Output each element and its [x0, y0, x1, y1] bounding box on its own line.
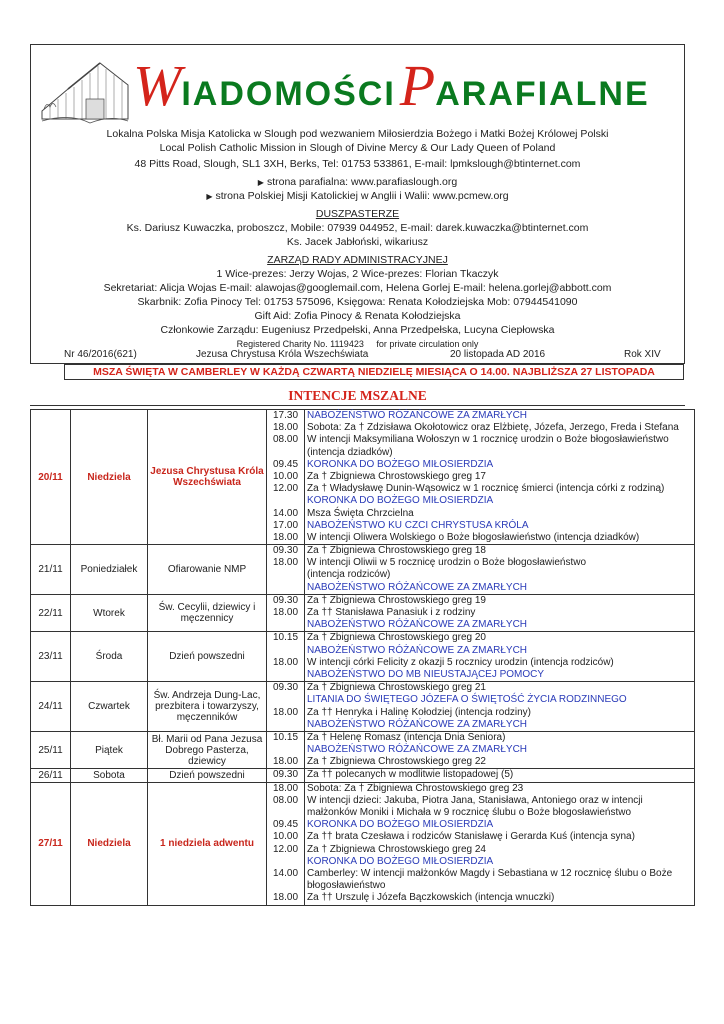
mass-time: 18.00 [272, 531, 299, 543]
day-name: Wtorek [71, 594, 148, 632]
devotion-entry: NABOŻEŃSTWO DO MB NIEUSTAJĄCEJ POMOCY [307, 668, 545, 680]
pcmew-website: ▶ strona Polskiej Misji Katolickiej w Anglii i Walii: www.pcmew.org [206, 190, 509, 202]
mass-time: 10.00 [272, 831, 299, 843]
day-feast: Dzień powszedni [148, 769, 267, 782]
mass-time: 18.00 [272, 656, 299, 668]
mass-time [269, 645, 302, 657]
board-line-1: 1 Wice-prezes: Jerzy Wojas, 2 Wice-prezes: Florian Tkaczyk [216, 268, 499, 280]
mass-intentions [305, 545, 695, 595]
intention-entry: Za † Zbigniewa Chrostowskiego greg 19 [307, 594, 486, 606]
devotion-entry: NABOŻEŃSTWO RÓŻAŃCOWE ZA ZMARŁYCH [307, 619, 528, 631]
intention-entry: Za † Zbigniewa Chrostowskiego greg 17 [307, 470, 486, 482]
mass-times [267, 782, 305, 905]
mass-times [267, 632, 305, 682]
mass-time: 18.00 [272, 756, 299, 768]
devotion-entry: NABOŻEŃSTWO RÓŻAŃCOWE ZA ZMARŁYCH [307, 644, 528, 656]
day-row [31, 632, 695, 682]
intention-entry: Za †† polecanych w modlitwie listopadowej (5) [307, 769, 514, 781]
issue-year: Rok XIV [624, 349, 661, 360]
mission-name-en: Local Polish Catholic Mission in Slough of Divine Mercy & Our Lady Queen of Poland [159, 142, 556, 154]
intention-entry: Za † Władysławę Dunin-Wąsowicz w 1 rocznicę śmierci (intencja córki z rodziną) [307, 483, 665, 495]
devotion-entry: NABOŻEŃSTWO RÓŻAŃCOWE ZA ZMARŁYCH [307, 410, 528, 421]
day-name: Czwartek [71, 682, 148, 732]
board-line-5: Członkowie Zarządu: Eugeniusz Przedpełski, Anna Przedpełska, Lucyna Ciepłowska [160, 324, 555, 336]
mass-intentions [305, 594, 695, 632]
intention-entry: Za †† Henryka i Halinę Kołodziej (intencja rodziny) [307, 706, 531, 718]
mass-time: 12.00 [272, 843, 299, 855]
mass-time [269, 495, 302, 507]
mass-intentions [305, 782, 695, 905]
parish-website: ▶ strona parafialna: www.parafiaslough.org [257, 176, 458, 188]
devotion-entry: NABOŻEŃSTWO RÓŻAŃCOWE ZA ZMARŁYCH [307, 744, 528, 756]
mass-time: 18.00 [272, 557, 299, 569]
day-feast: Św. Cecylii, dziewicy i męczennicy [148, 594, 267, 632]
intention-entry: Za † Zbigniewa Chrostowskiego greg 22 [307, 756, 486, 768]
devotion-entry: LITANIA DO ŚWIĘTEGO JÓZEFA O ŚWIĘTOŚĆ ŻYCIA RODZINNEGO [307, 694, 627, 706]
devotion-entry: NABOŻEŃSTWO RÓŻAŃCOWE ZA ZMARŁYCH [307, 581, 528, 593]
church-logo-icon [40, 49, 130, 127]
day-feast: Św. Andrzeja Dung-Lac, prezbitera i towarzyszy, męczenników [148, 682, 267, 732]
intention-entry: W intencji dzieci: Jakuba, Piotra Jana, Stanisława, Antoniego oraz w intencji [307, 794, 643, 806]
day-date: 25/11 [31, 731, 71, 769]
board-heading: ZARZĄD RADY ADMINISTRACYJNEJ [267, 254, 448, 266]
mass-time: 17.30 [272, 410, 299, 421]
intention-entry: małżonków Moniki i Michała w 9 rocznicę ślubu o Boże błogosławieństwo [307, 807, 632, 818]
intention-entry: Sobota: Za † Zdzisława Okołotowicz oraz Elżbietę, Józefa, Jerzego, Freda i Stefana [307, 422, 679, 434]
mass-time [269, 669, 302, 681]
mass-times [267, 682, 305, 732]
issue-number: Nr 46/2016(621) [64, 349, 137, 360]
day-row [31, 410, 695, 545]
day-name: Niedziela [71, 410, 148, 545]
newsletter-title: WIADOMOŚCI PARAFIALNE [133, 53, 650, 118]
mass-times [267, 769, 305, 782]
board-line-2: Sekretariat: Alicja Wojas E-mail: alawojas@googlemail.com, Helena Gorlej E-mail: helena.gorlej@abbott.com [103, 282, 612, 294]
mass-intentions [305, 731, 695, 769]
intention-entry: Za † Zbigniewa Chrostowskiego greg 21 [307, 682, 486, 694]
day-row [31, 769, 695, 782]
mass-time [269, 856, 302, 868]
day-date: 23/11 [31, 632, 71, 682]
clergy-line-2: Ks. Jacek Jabłoński, wikariusz [286, 236, 429, 248]
intention-entry: Za † Zbigniewa Chrostowskiego greg 24 [307, 843, 486, 855]
mass-intentions [305, 632, 695, 682]
section-title: INTENCJE MSZALNE [288, 388, 427, 403]
mass-time [269, 569, 302, 581]
mass-times [267, 545, 305, 595]
clergy-line-1: Ks. Dariusz Kuwaczka, proboszcz, Mobile: 07939 044952, E-mail: darek.kuwaczka@btinternet.com [126, 222, 589, 234]
day-feast: Bł. Marii od Pana Jezusa Dobrego Pasterza, dziewicy [148, 731, 267, 769]
intention-entry: Msza Święta Chrzcielna [307, 507, 414, 519]
day-date: 22/11 [31, 594, 71, 632]
intention-entry: Za †† Urszulę i Józefa Bączkowskich (intencja wnuczki) [307, 892, 555, 904]
mission-name-pl: Lokalna Polska Misja Katolicka w Slough pod wezwaniem Miłosierdzia Bożego i Matki Bożej Królowej Polski [106, 128, 609, 140]
day-name: Sobota [71, 769, 148, 782]
intention-entry: W intencji Oliwera Wolskiego o Boże błogosławieństwo (intencja dziadków) [307, 531, 640, 543]
mass-time: 09.30 [272, 594, 299, 606]
intention-entry: W intencji Oliwii w 5 rocznicę urodzin o Boże błogosławieństwo [307, 557, 587, 569]
mass-times [267, 594, 305, 632]
mass-time: 18.00 [272, 892, 299, 904]
day-row [31, 594, 695, 632]
board-line-3: Skarbnik: Zofia Pinocy Tel: 01753 575096, Księgowa: Renata Kołodziejska Mob: 07944541090 [137, 296, 578, 308]
intention-entry: Camberley: W intencji małżonków Magdy i Sebastiana w 12 rocznicę ślubu o Boże [307, 867, 673, 879]
triangle-bullet-icon: ▶ [257, 178, 264, 187]
mass-intentions-table [30, 409, 695, 906]
intention-entry: (intencja dziadków) [307, 446, 393, 458]
mass-time: 14.00 [272, 867, 299, 879]
intention-entry: (intencja rodziców) [307, 569, 391, 581]
devotion-entry: KORONKA DO BOŻEGO MIŁOSIERDZIA [307, 855, 494, 867]
day-name: Środa [71, 632, 148, 682]
devotion-entry: KORONKA DO BOŻEGO MIŁOSIERDZIA [307, 458, 494, 470]
mass-time: 12.00 [272, 483, 299, 495]
devotion-entry: NABOŻEŃSTWO KU CZCI CHRYSTUSA KRÓLA [307, 519, 529, 531]
mass-time [269, 880, 302, 892]
board-line-4: Gift Aid: Zofia Pinocy & Renata Kołodziejska [254, 310, 461, 322]
day-name: Poniedziałek [71, 545, 148, 595]
mass-time [269, 807, 302, 819]
intention-entry: Za †† brata Czesława i rodziców Stanisławę i Gerarda Kuś (intencja syna) [307, 831, 635, 843]
mass-time [269, 619, 302, 631]
day-date: 27/11 [31, 782, 71, 905]
mass-time: 09.45 [272, 458, 299, 470]
mass-time: 10.15 [272, 632, 299, 644]
day-feast: Dzień powszedni [148, 632, 267, 682]
mass-time: 09.30 [272, 682, 299, 694]
day-name: Piątek [71, 731, 148, 769]
clergy-heading: DUSZPASTERZE [315, 208, 400, 220]
intention-entry: W intencji córki Felicity z okazji 5 rocznicy urodzin (intencja rodziców) [307, 656, 614, 668]
devotion-entry: NABOŻEŃSTWO RÓŻAŃCOWE ZA ZMARŁYCH [307, 718, 528, 730]
devotion-entry: KORONKA DO BOŻEGO MIŁOSIERDZIA [307, 495, 494, 507]
mass-time: 09.30 [272, 545, 299, 557]
intention-entry: błogosławieństwo [307, 880, 386, 892]
mass-time [269, 447, 302, 459]
mass-times [267, 410, 305, 545]
address: 48 Pitts Road, Slough, SL1 3XH, Berks, Tel: 01753 533861, E-mail: lpmkslough@btinternet.com [134, 158, 581, 170]
intention-entry: Za † Zbigniewa Chrostowskiego greg 20 [307, 632, 486, 644]
day-row [31, 682, 695, 732]
intention-entry: W intencji Maksymiliana Wołoszyn w 1 rocznicę urodzin o Boże błogosławieństwo [307, 434, 669, 446]
intention-entry: Za † Zbigniewa Chrostowskiego greg 18 [307, 545, 486, 557]
mass-time: 09.45 [272, 819, 299, 831]
mass-time [269, 694, 302, 706]
feast-name: Jezusa Chrystusa Króla Wszechświata [196, 349, 369, 360]
day-date: 21/11 [31, 545, 71, 595]
day-row [31, 782, 695, 905]
mass-time: 14.00 [272, 507, 299, 519]
mass-intentions [305, 410, 695, 545]
mass-intentions [305, 682, 695, 732]
mass-time: 18.00 [272, 782, 299, 794]
mass-time: 10.00 [272, 470, 299, 482]
day-feast: Ofiarowanie NMP [148, 545, 267, 595]
mass-time: 08.00 [272, 434, 299, 446]
mass-time: 18.00 [272, 607, 299, 618]
day-row [31, 731, 695, 769]
day-feast: 1 niedziela adwentu [148, 782, 267, 905]
day-name: Niedziela [71, 782, 148, 905]
issue-info-bar [62, 349, 662, 363]
mass-time [269, 744, 302, 756]
mass-times [267, 731, 305, 769]
triangle-bullet-icon: ▶ [206, 192, 213, 201]
mass-time [269, 582, 302, 594]
day-date: 24/11 [31, 682, 71, 732]
mass-time: 18.00 [272, 706, 299, 718]
issue-date: 20 listopada AD 2016 [450, 349, 546, 360]
intention-entry: Sobota: Za † Zbigniewa Chrostowskiego greg 23 [307, 782, 524, 794]
mass-time: 18.00 [272, 422, 299, 434]
day-date: 26/11 [31, 769, 71, 782]
day-date: 20/11 [31, 410, 71, 545]
mass-intentions [305, 769, 695, 782]
day-row [31, 545, 695, 595]
devotion-entry: KORONKA DO BOŻEGO MIŁOSIERDZIA [307, 819, 494, 831]
mass-time: 10.15 [272, 731, 299, 743]
section-divider [30, 405, 685, 406]
intention-entry: Za †† Stanisława Panasiuk i z rodziny [307, 607, 476, 618]
intention-entry: Za † Helenę Romasz (intencja Dnia Seniora) [307, 731, 506, 743]
mass-time: 08.00 [272, 794, 299, 806]
day-feast: Jezusa Chrystusa Króla Wszechświata [148, 410, 267, 545]
mass-time [269, 719, 302, 731]
camberley-banner: MSZA ŚWIĘTA W CAMBERLEY W KAŻDĄ CZWARTĄ NIEDZIELĘ MIESIĄCA O 14.00. NAJBLIŻSZA 27 LISTOPADA [64, 364, 684, 380]
charity-note: Registered Charity No. 1119423 for private circulation only [236, 339, 479, 349]
mass-time: 17.00 [272, 519, 299, 531]
mass-time: 09.30 [272, 769, 299, 781]
